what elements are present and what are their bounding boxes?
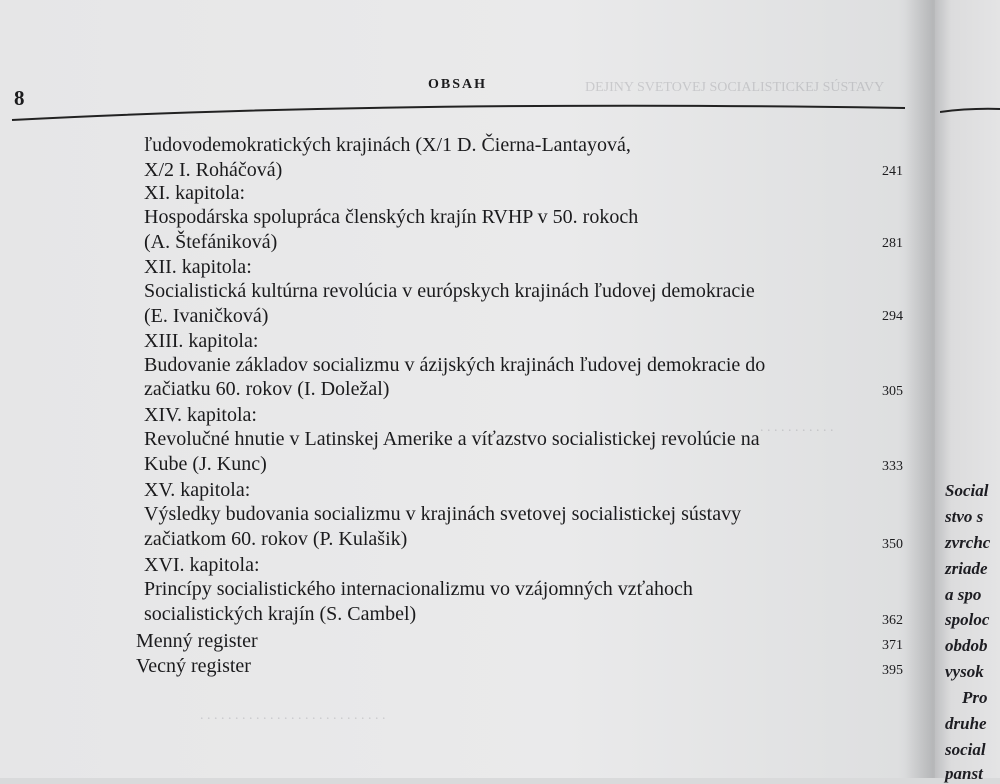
facing-page-text: vysok — [945, 662, 984, 681]
toc-line: X/2 I. Roháčová) — [144, 159, 283, 181]
facing-page-text: zvrchc — [945, 533, 991, 552]
chapter-label: XI. kapitola: — [144, 182, 246, 204]
toc-line: Výsledky budovania socializmu v krajinách svetovej socialistickej sústavy — [144, 503, 742, 525]
facing-page-text: panst — [945, 764, 983, 783]
toc-line: začiatkom 60. rokov (P. Kulašik) — [144, 528, 408, 550]
right-page-rule — [940, 100, 1000, 120]
running-head: OBSAH — [428, 77, 488, 92]
show-through-text: . . . . . . . . . . . — [760, 420, 834, 435]
toc-page-number: 305 — [882, 384, 903, 399]
toc-page-number: 395 — [882, 663, 903, 678]
toc-line: (E. Ivaničková) — [144, 305, 269, 327]
toc-line: Revolučné hnutie v Latinskej Amerike a víťazstvo socialistickej revolúcie na — [144, 428, 760, 450]
register-entry: Menný register — [136, 630, 258, 652]
toc-page-number: 333 — [882, 459, 903, 474]
toc-line: socialistických krajín (S. Cambel) — [144, 603, 417, 625]
facing-page-text: druhe — [945, 714, 987, 733]
toc-line: Socialistická kultúrna revolúcia v európskych krajinách ľudovej demokracie — [144, 280, 755, 302]
toc-line: Hospodárska spolupráca členských krajín RVHP v 50. rokoch — [144, 206, 639, 228]
chapter-label: XII. kapitola: — [144, 256, 252, 278]
toc-page-number: 241 — [882, 164, 903, 179]
toc-line: Princípy socialistického internacionalizmu vo vzájomných vzťahoch — [144, 578, 693, 600]
toc-line: Kube (J. Kunc) — [144, 453, 267, 475]
chapter-label: XV. kapitola: — [144, 479, 251, 501]
facing-page-text: zriade — [945, 559, 988, 578]
facing-page-text: spoloc — [945, 610, 990, 629]
toc-line: Budovanie základov socializmu v ázijských krajinách ľudovej demokracie do — [144, 354, 766, 376]
show-through-text: . . . . . . . . . . . . . . . . . . . . . . . . . . . — [200, 708, 386, 723]
toc-page-number: 350 — [882, 537, 903, 552]
chapter-label: XIV. kapitola: — [144, 404, 257, 426]
toc-page-number: 281 — [882, 236, 903, 251]
facing-page-text: Social — [945, 481, 989, 500]
header-rule — [0, 95, 935, 125]
chapter-label: XVI. kapitola: — [144, 554, 260, 576]
toc-line: ľudovodemokratických krajinách (X/1 D. Čierna-Lantayová, — [144, 134, 631, 156]
chapter-label: XIII. kapitola: — [144, 330, 259, 352]
facing-page-text: stvo s — [945, 507, 984, 526]
facing-page-text: social — [945, 740, 986, 759]
toc-line: (A. Štefániková) — [144, 231, 278, 253]
facing-page-text: a spo — [945, 585, 982, 604]
facing-page-text: obdob — [945, 636, 988, 655]
toc-line: začiatku 60. rokov (I. Doležal) — [144, 378, 390, 400]
register-entry: Vecný register — [136, 655, 251, 677]
facing-page-text: Pro — [962, 688, 988, 707]
toc-page-number: 362 — [882, 613, 903, 628]
toc-page-number: 371 — [882, 638, 903, 653]
toc-page-number: 294 — [882, 309, 903, 324]
show-through-text: DEJINY SVETOVEJ SOCIALISTICKEJ SÚSTAVY — [585, 80, 885, 95]
page-number: 8 — [14, 86, 25, 110]
